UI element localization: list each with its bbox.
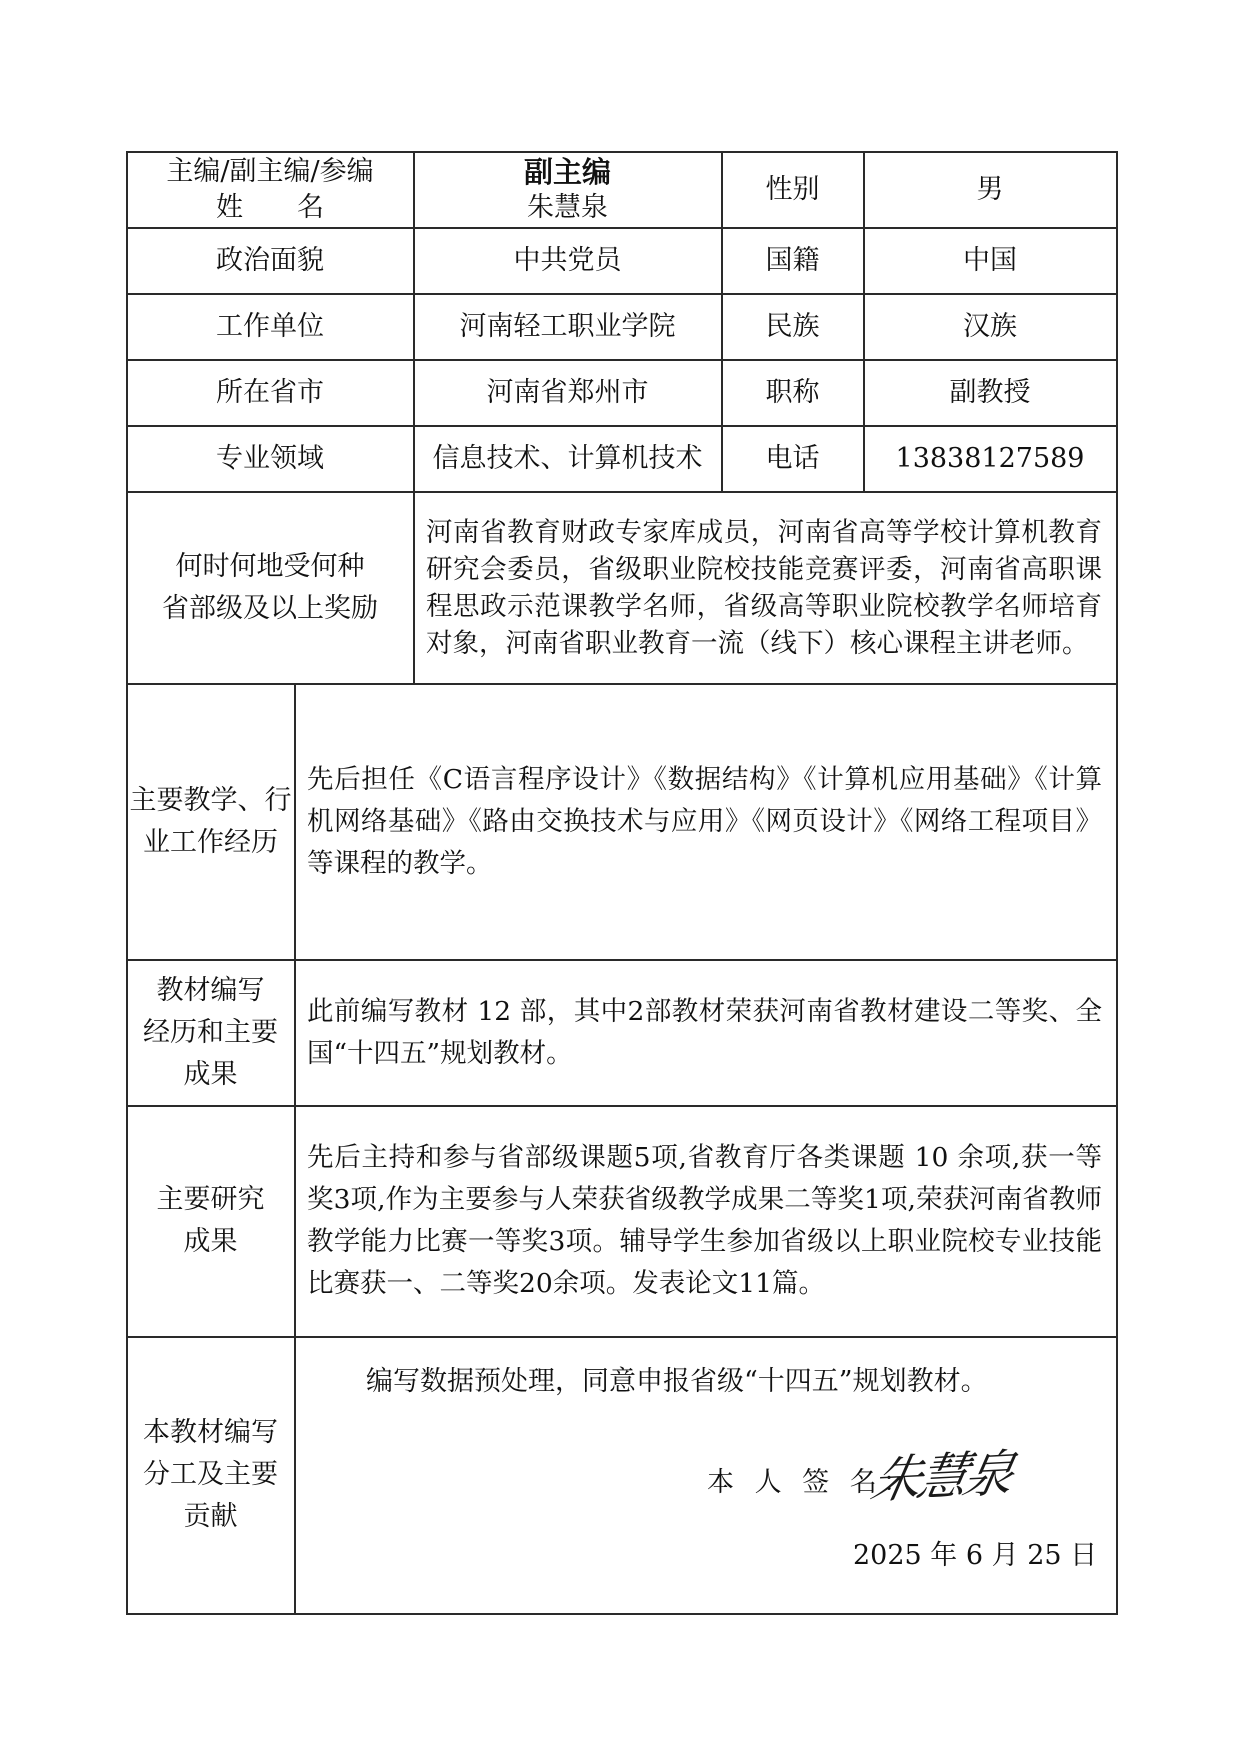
label-role-line2: 姓 名 [215, 191, 324, 223]
label-textbooks [127, 960, 294, 1105]
label-phone: 电话 [765, 442, 820, 474]
label-research-line1: 主要研究 [156, 1184, 265, 1215]
label-research-line2: 成果 [183, 1226, 238, 1257]
value-title: 副教授 [949, 376, 1031, 408]
label-role-name [127, 152, 413, 227]
label-textbooks-line2: 经历和主要 [143, 1016, 278, 1048]
label-role-line1: 主编/副主编/参编 [166, 155, 374, 187]
label-contribution-line3: 贡献 [183, 1501, 238, 1532]
table-border-bottom [126, 1613, 1116, 1615]
label-awards [127, 492, 413, 683]
value-nationality: 中国 [963, 244, 1017, 276]
value-gender: 男 [976, 173, 1004, 205]
label-title: 职称 [765, 376, 820, 408]
awards-cell [414, 492, 1116, 683]
table-border-right [1116, 151, 1118, 1615]
label-nationality: 国籍 [765, 244, 820, 276]
label-teaching-line2: 业工作经历 [143, 826, 278, 858]
label-teaching-line1: 主要教学、行 [129, 784, 292, 816]
label-textbooks-line1: 教材编写 [156, 974, 265, 1006]
value-location: 河南省郑州市 [486, 376, 649, 408]
label-work-unit: 工作单位 [216, 310, 324, 342]
label-research [127, 1106, 294, 1336]
signature-label: 本 人 签 名： [707, 1467, 916, 1498]
label-contribution-line2: 分工及主要 [143, 1459, 278, 1490]
label-political-status: 政治面貌 [216, 244, 324, 276]
sign-date: 2025 年 6 月 25 日 [853, 1540, 1098, 1571]
value-phone: 13838127589 [895, 442, 1085, 474]
teaching-text: 先后担任《C语言程序设计》《数据结构》《计算机应用基础》《计算机网络基础》《路由交换技术与应用》《网页设计》《网络工程项目》等课程的教学。 [307, 763, 1102, 879]
name-value: 朱慧泉 [526, 191, 608, 223]
label-textbooks-line3: 成果 [183, 1058, 238, 1090]
label-teaching [127, 684, 294, 959]
label-ethnicity: 民族 [765, 310, 820, 342]
signature: 朱慧泉 [866, 1444, 1016, 1510]
label-location: 所在省市 [216, 376, 324, 408]
value-ethnicity: 汉族 [963, 310, 1017, 342]
label-contribution [127, 1337, 294, 1613]
research-text: 先后主持和参与省部级课题5项,省教育厅各类课题 10 余项,获一等奖3项,作为主要参与人荣获省级教学成果二等奖1项,荣获河南省教师教学能力比赛一等奖3项。辅导学生参加省级以上职业院校专业技能比赛获一、二等奖20余项。发表论文11篇。 [307, 1142, 1102, 1299]
label-awards-line1: 何时何地受何种 [175, 550, 365, 582]
label-gender: 性别 [765, 173, 820, 205]
label-awards-line2: 省部级及以上奖励 [162, 592, 378, 624]
textbooks-cell [295, 960, 1116, 1105]
value-role-name [414, 152, 721, 227]
value-political-status: 中共党员 [513, 244, 622, 276]
label-field: 专业领域 [216, 442, 324, 474]
contribution-text: 编写数据预处理，同意申报省级“十四五”规划教材。 [366, 1366, 988, 1397]
value-field: 信息技术、计算机技术 [432, 442, 703, 474]
textbooks-text: 此前编写教材 12 部，其中2部教材荣获河南省教材建设二等奖、全国“十四五”规划教材。 [307, 995, 1102, 1069]
teaching-cell [295, 684, 1116, 959]
value-work-unit: 河南轻工职业学院 [459, 310, 676, 342]
research-cell [295, 1106, 1116, 1336]
label-contribution-line1: 本教材编写 [143, 1417, 278, 1448]
role-value: 副主编 [523, 154, 611, 189]
awards-text: 河南省教育财政专家库成员，河南省高等学校计算机教育研究会委员，省级职业院校技能竞赛评委，河南省高职课程思政示范课教学名师，省级高等职业院校教学名师培育对象，河南省职业教育一流（线下）核心课程主讲老师。 [426, 516, 1102, 659]
